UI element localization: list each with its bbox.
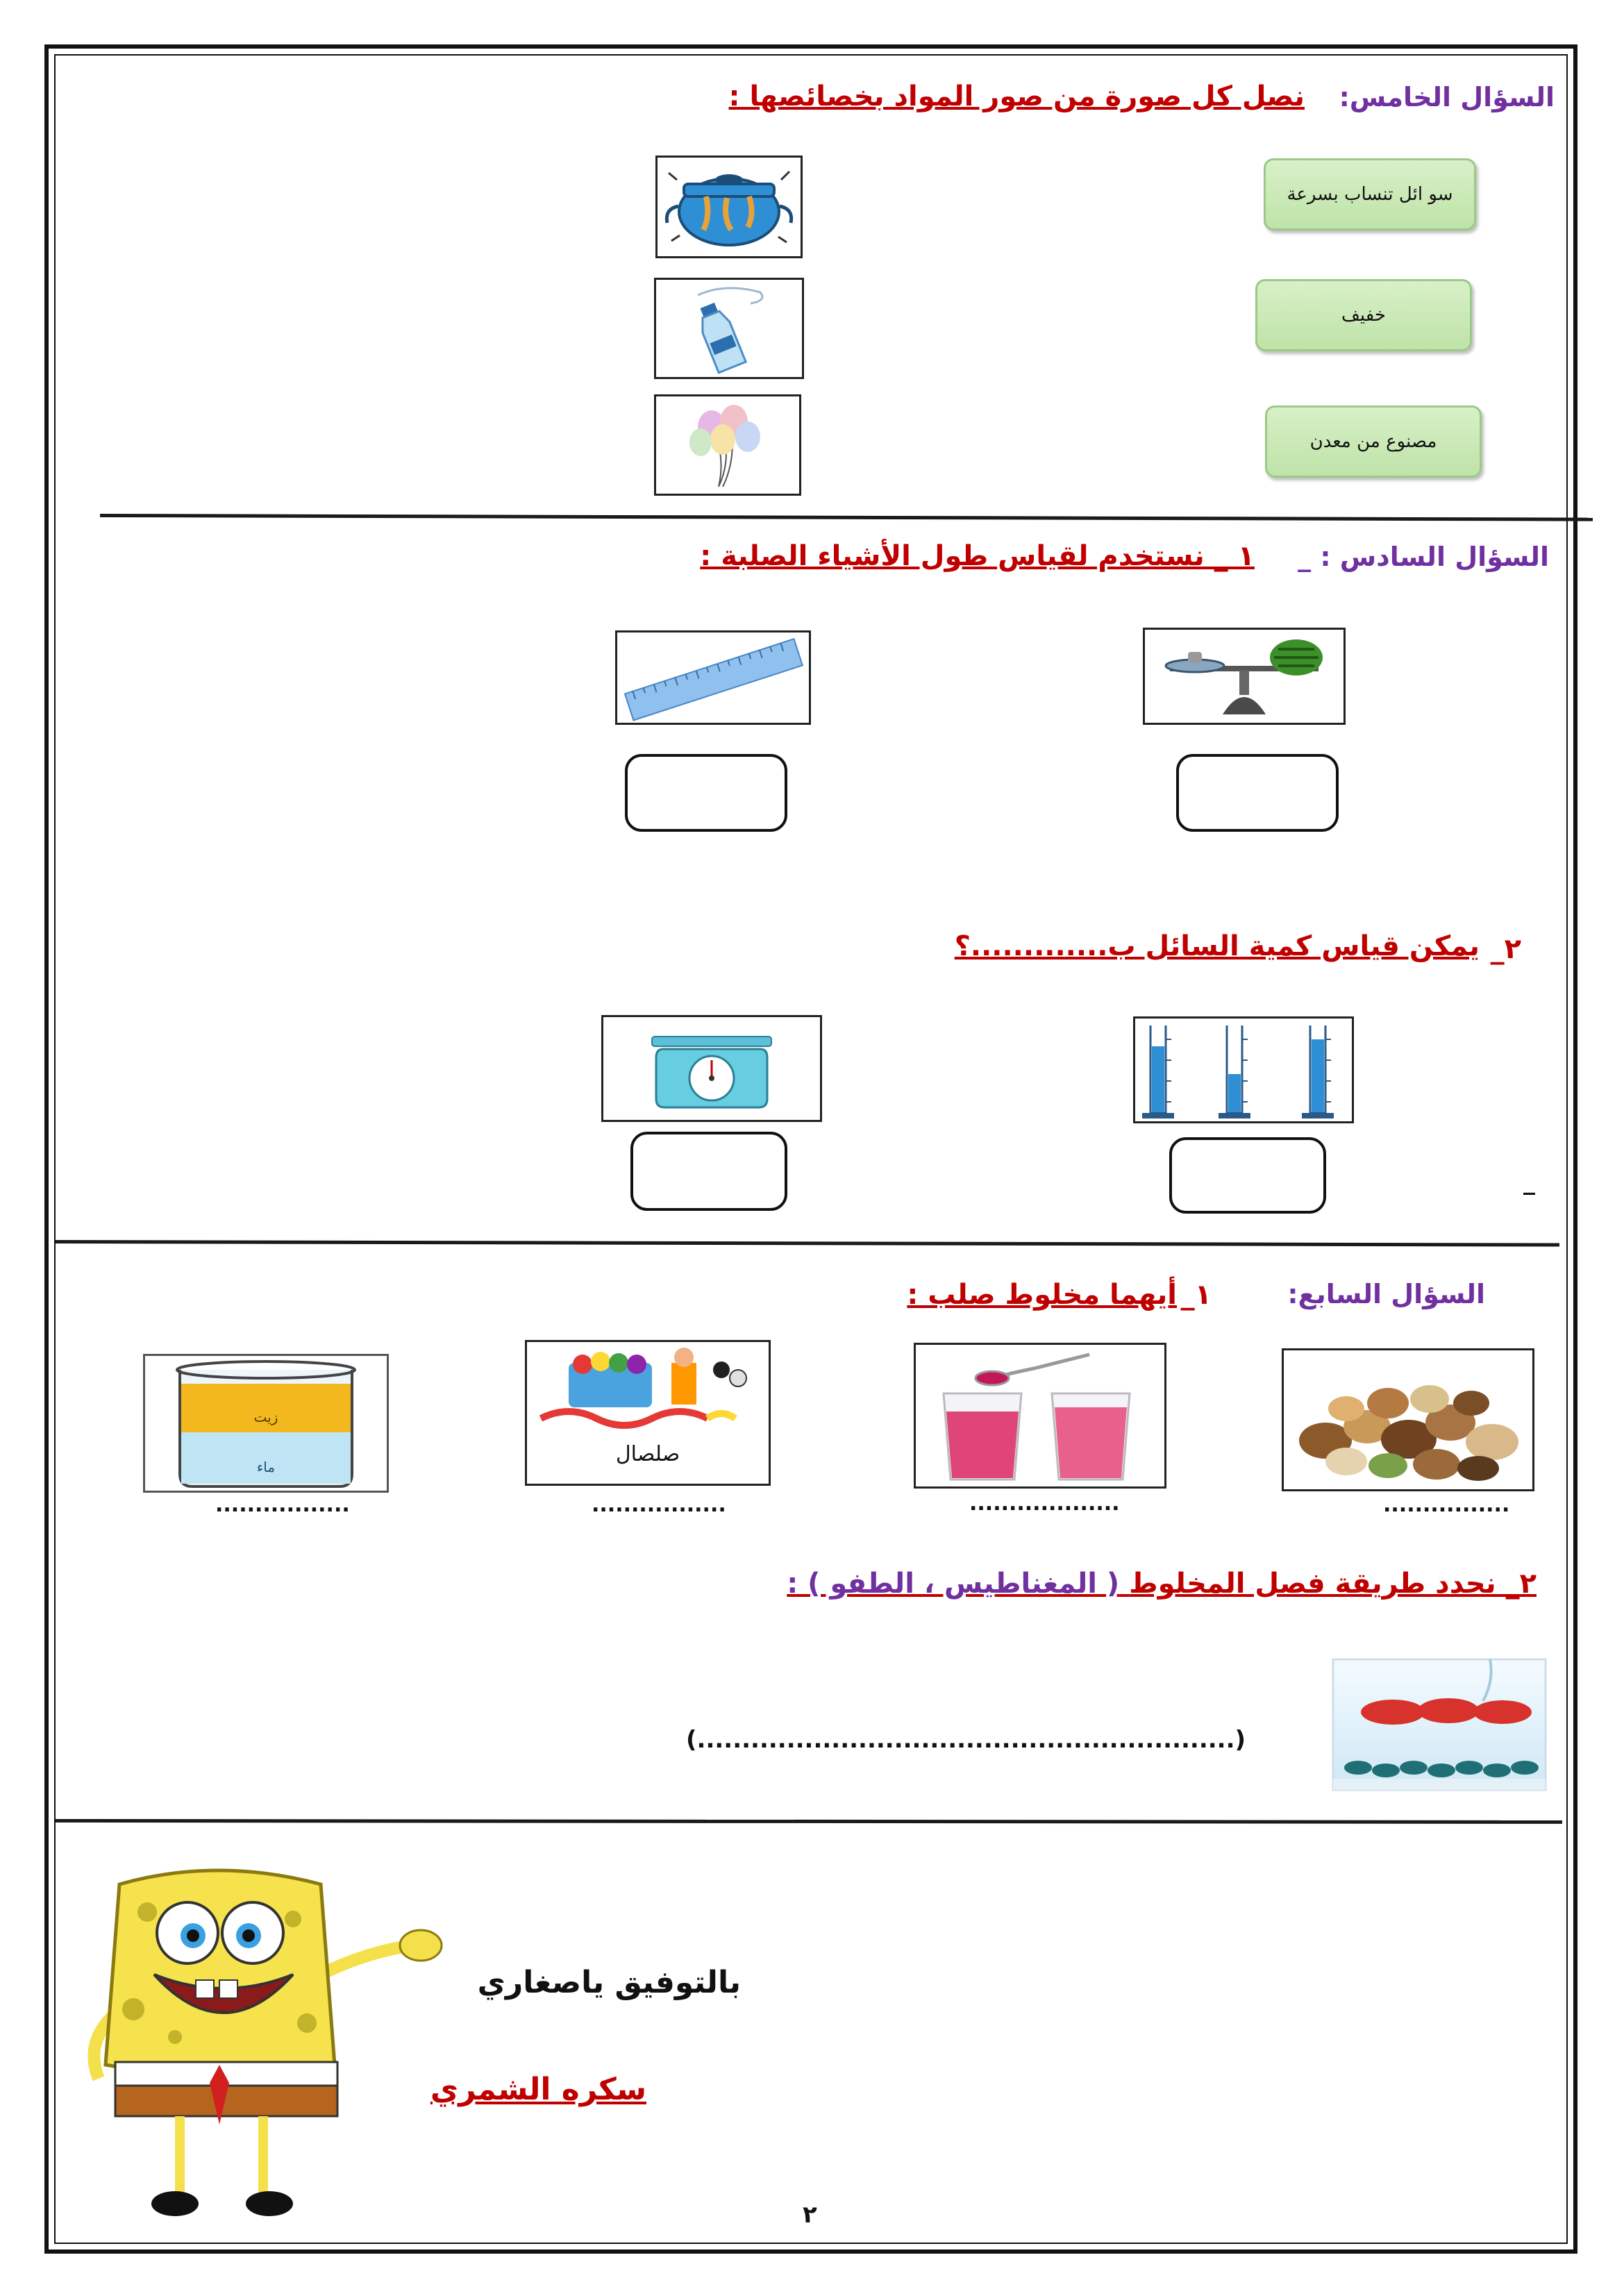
q6-part1: ١ _ نستخدم لقياس طول الأشياء الصلبة : (700, 540, 1255, 572)
clay-caption: صلصال (615, 1442, 680, 1466)
answer-box-cylinders[interactable] (1169, 1137, 1326, 1214)
oil-water-beaker-image[interactable] (143, 1354, 389, 1493)
q7-answer-line[interactable]: (............................................................) (686, 1726, 1246, 1754)
q6-part2-number: ٢_ (1490, 933, 1521, 965)
q7-label: السؤال السابع: (1287, 1279, 1485, 1309)
clay-answer-dots[interactable]: ................. (592, 1493, 726, 1517)
answer-box-kitchen-scale[interactable] (630, 1132, 787, 1211)
balance-scale-image[interactable] (1143, 628, 1346, 725)
q6-label: السؤال السادس : _ (1298, 542, 1549, 572)
q7-part1-number: ١_ (1180, 1279, 1212, 1311)
q5-label: السؤال الخامس: (1339, 82, 1555, 112)
beaker-answer-dots[interactable]: ................. (215, 1493, 350, 1517)
q7-part2-text: ٢_ نحدد طريقة فصل المخلوط (1129, 1568, 1537, 1600)
q7-part1: أيهما مخلوط صلب : (907, 1279, 1177, 1311)
juice-glasses-image[interactable] (914, 1343, 1166, 1489)
nuts-image[interactable] (1282, 1348, 1534, 1491)
juice-answer-dots[interactable]: ................... (969, 1491, 1120, 1516)
property-flows-box[interactable]: سو ائل تنساب بسرعة (1264, 158, 1476, 231)
ruler-image[interactable] (615, 630, 811, 725)
q5-title: نصل كل صورة من صور المواد بخصائصها : (728, 81, 1305, 112)
answer-box-ruler[interactable] (625, 754, 787, 832)
floating-beads-image[interactable] (1330, 1655, 1551, 1794)
graduated-cylinders-image[interactable] (1133, 1016, 1354, 1123)
kitchen-scale-image[interactable] (601, 1015, 822, 1122)
water-bottle-image[interactable] (654, 278, 804, 379)
sponge-character-image (71, 1857, 460, 2231)
page-number: ٢ (803, 2201, 817, 2229)
q6-part2: يمكن قياس كمية السائل ب.............؟ (954, 930, 1480, 962)
pot-image[interactable] (655, 156, 803, 258)
q6-dash: _ (1523, 1168, 1535, 1196)
oil-label: زيت (253, 1409, 278, 1425)
clay-toys-image[interactable] (525, 1340, 771, 1486)
balloons-image[interactable] (654, 394, 801, 496)
water-label: ماء (256, 1459, 276, 1475)
footer-teacher-name: سكره الشمري (430, 2072, 646, 2107)
q7-part2-options: ( المغناطيس ، الطفو ) : (787, 1568, 1120, 1600)
q7-part2 (787, 1568, 1537, 1600)
property-light-box[interactable]: خفيف (1255, 279, 1472, 351)
property-metal-box[interactable]: مصنوع من معدن (1265, 405, 1482, 478)
footer-greeting: بالتوفيق ياصغاري (477, 1965, 741, 2000)
answer-box-scale[interactable] (1176, 754, 1339, 832)
nuts-answer-dots[interactable]: ................ (1383, 1493, 1510, 1517)
